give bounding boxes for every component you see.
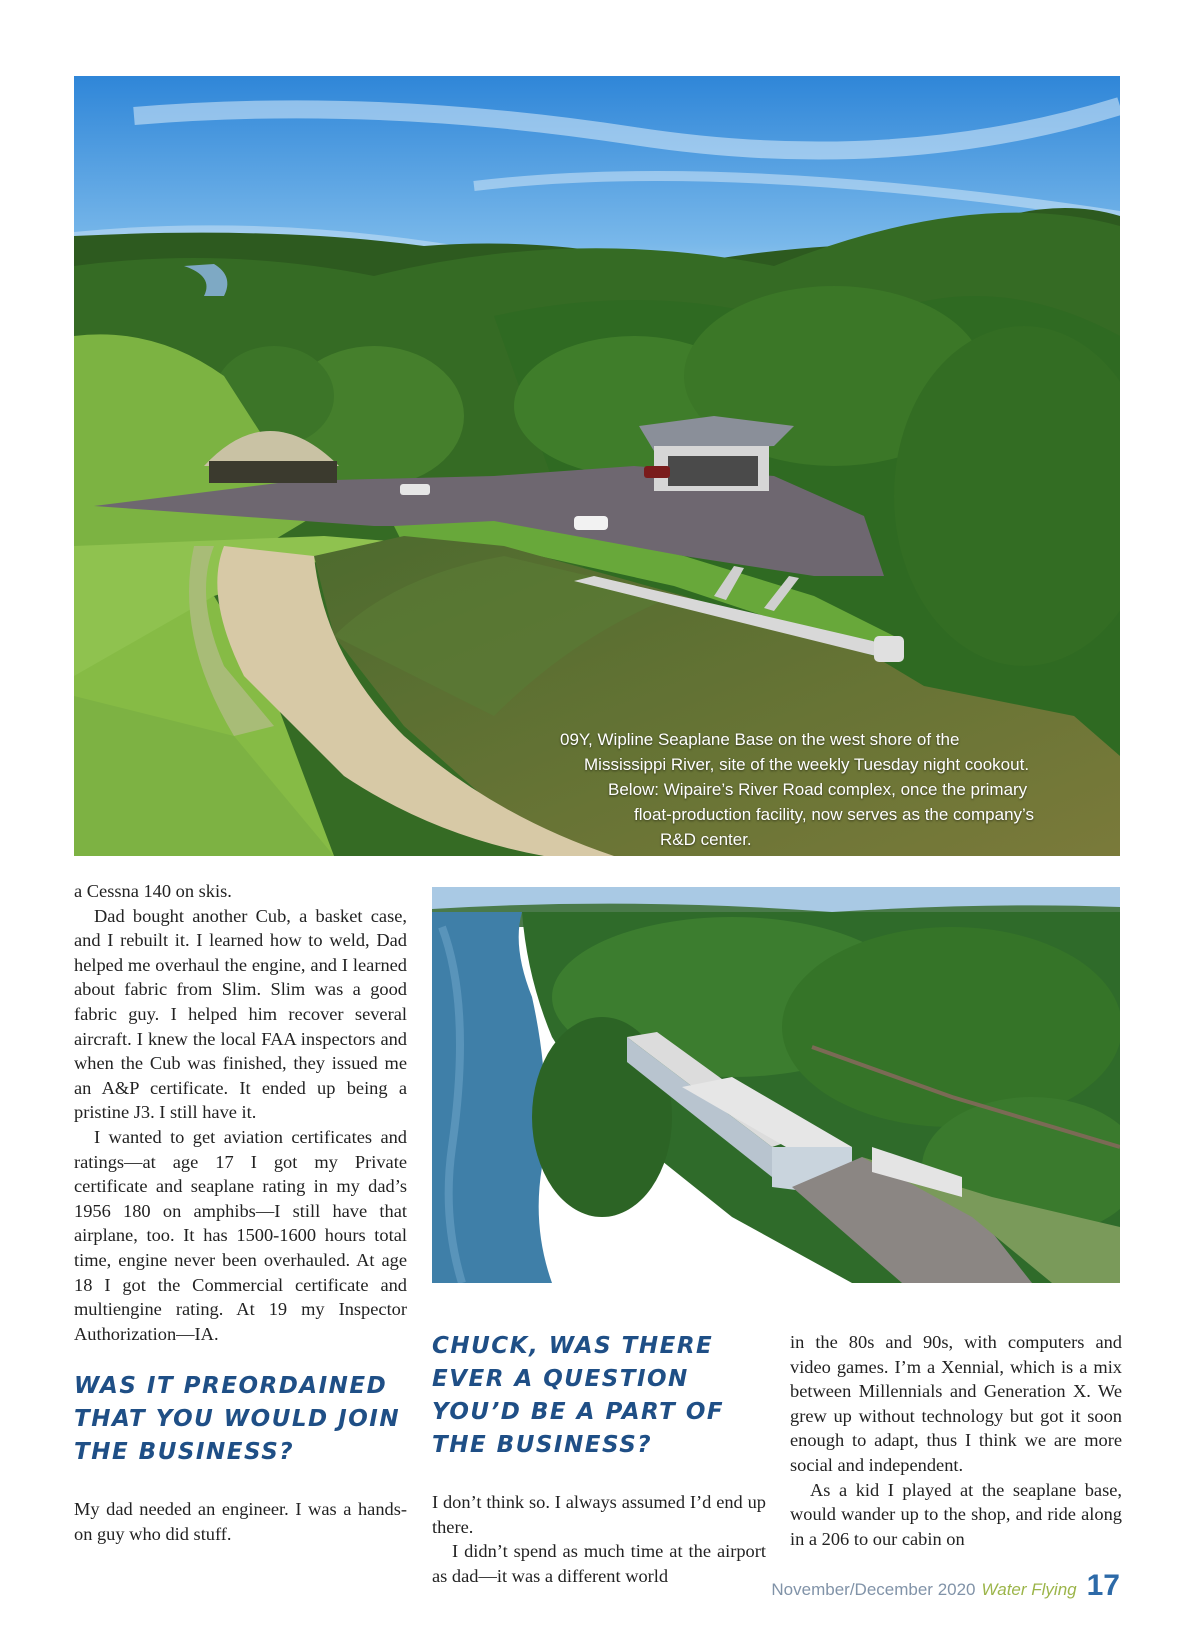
body-paragraph: a Cessna 140 on skis. [74, 881, 232, 901]
body-paragraph: My dad needed an engineer. I was a hands-on guy who did stuff. [74, 1499, 407, 1544]
page-number: 17 [1086, 1569, 1120, 1602]
body-paragraph: I didn’t spend as much time at the airport as dad—it was a different world [432, 1541, 766, 1586]
body-paragraph: I wanted to get aviation certificates and ratings—at age 17 I got my Private certificate and seaplane rating in my dad’s 1956 180 on amphibs—I still have that airplane, too. It has 1500-1600 hours total time, engine never been overhauled. At age 18 I got the Commercial certificate and multiengine rating. At 19 my Inspector Authorization—IA. [74, 1126, 407, 1344]
body-paragraph: I don’t think so. I always assumed I’d end up there. [432, 1492, 766, 1537]
photo-caption [560, 727, 1120, 852]
section-heading: CHUCK, WAS THERE EVER A QUESTION YOU’D BE A PART OF THE BUSINESS? [432, 1333, 725, 1458]
caption-line: R&D center. [660, 830, 752, 849]
article-column-1 [74, 879, 407, 1546]
section-heading: WAS IT PREORDAINED THAT YOU WOULD JOIN THE BUSINESS? [74, 1373, 401, 1466]
river-road-complex-aerial-photo [432, 887, 1120, 1283]
caption-line: float-production facility, now serves as the company’s [634, 805, 1035, 824]
caption-line: Mississippi River, site of the weekly Tuesday night cookout. [584, 755, 1030, 774]
caption-line: Below: Wipaire’s River Road complex, once the primary [608, 780, 1028, 799]
caption-line: 09Y, Wipline Seaplane Base on the west shore of the [560, 730, 960, 749]
body-paragraph: As a kid I played at the seaplane base, would wander up to the shop, and ride along in a 206 to our cabin on [790, 1479, 1122, 1549]
article-column-3 [790, 1330, 1122, 1551]
magazine-name: Water Flying [981, 1580, 1077, 1599]
article-column-2 [432, 1330, 766, 1588]
issue-date: November/December 2020 [771, 1580, 976, 1599]
page-footer [771, 1569, 1120, 1603]
body-paragraph: Dad bought another Cub, a basket case, and I rebuilt it. I learned how to weld, Dad helped me overhaul the engine, and I learned about fabric from Slim. Slim was a good fabric guy. I helped him recover several aircraft. I knew the local FAA inspectors and when the Cub was finished, they issued me an A&P certificate. It ended up being a pristine J3. I still have it. [74, 905, 407, 1123]
body-paragraph: in the 80s and 90s, with computers and video games. I’m a Xennial, which is a mix between Millennials and Generation X. We grew up without technology but got it soon enough to adapt, thus I think we are more social and independent. [790, 1332, 1122, 1475]
